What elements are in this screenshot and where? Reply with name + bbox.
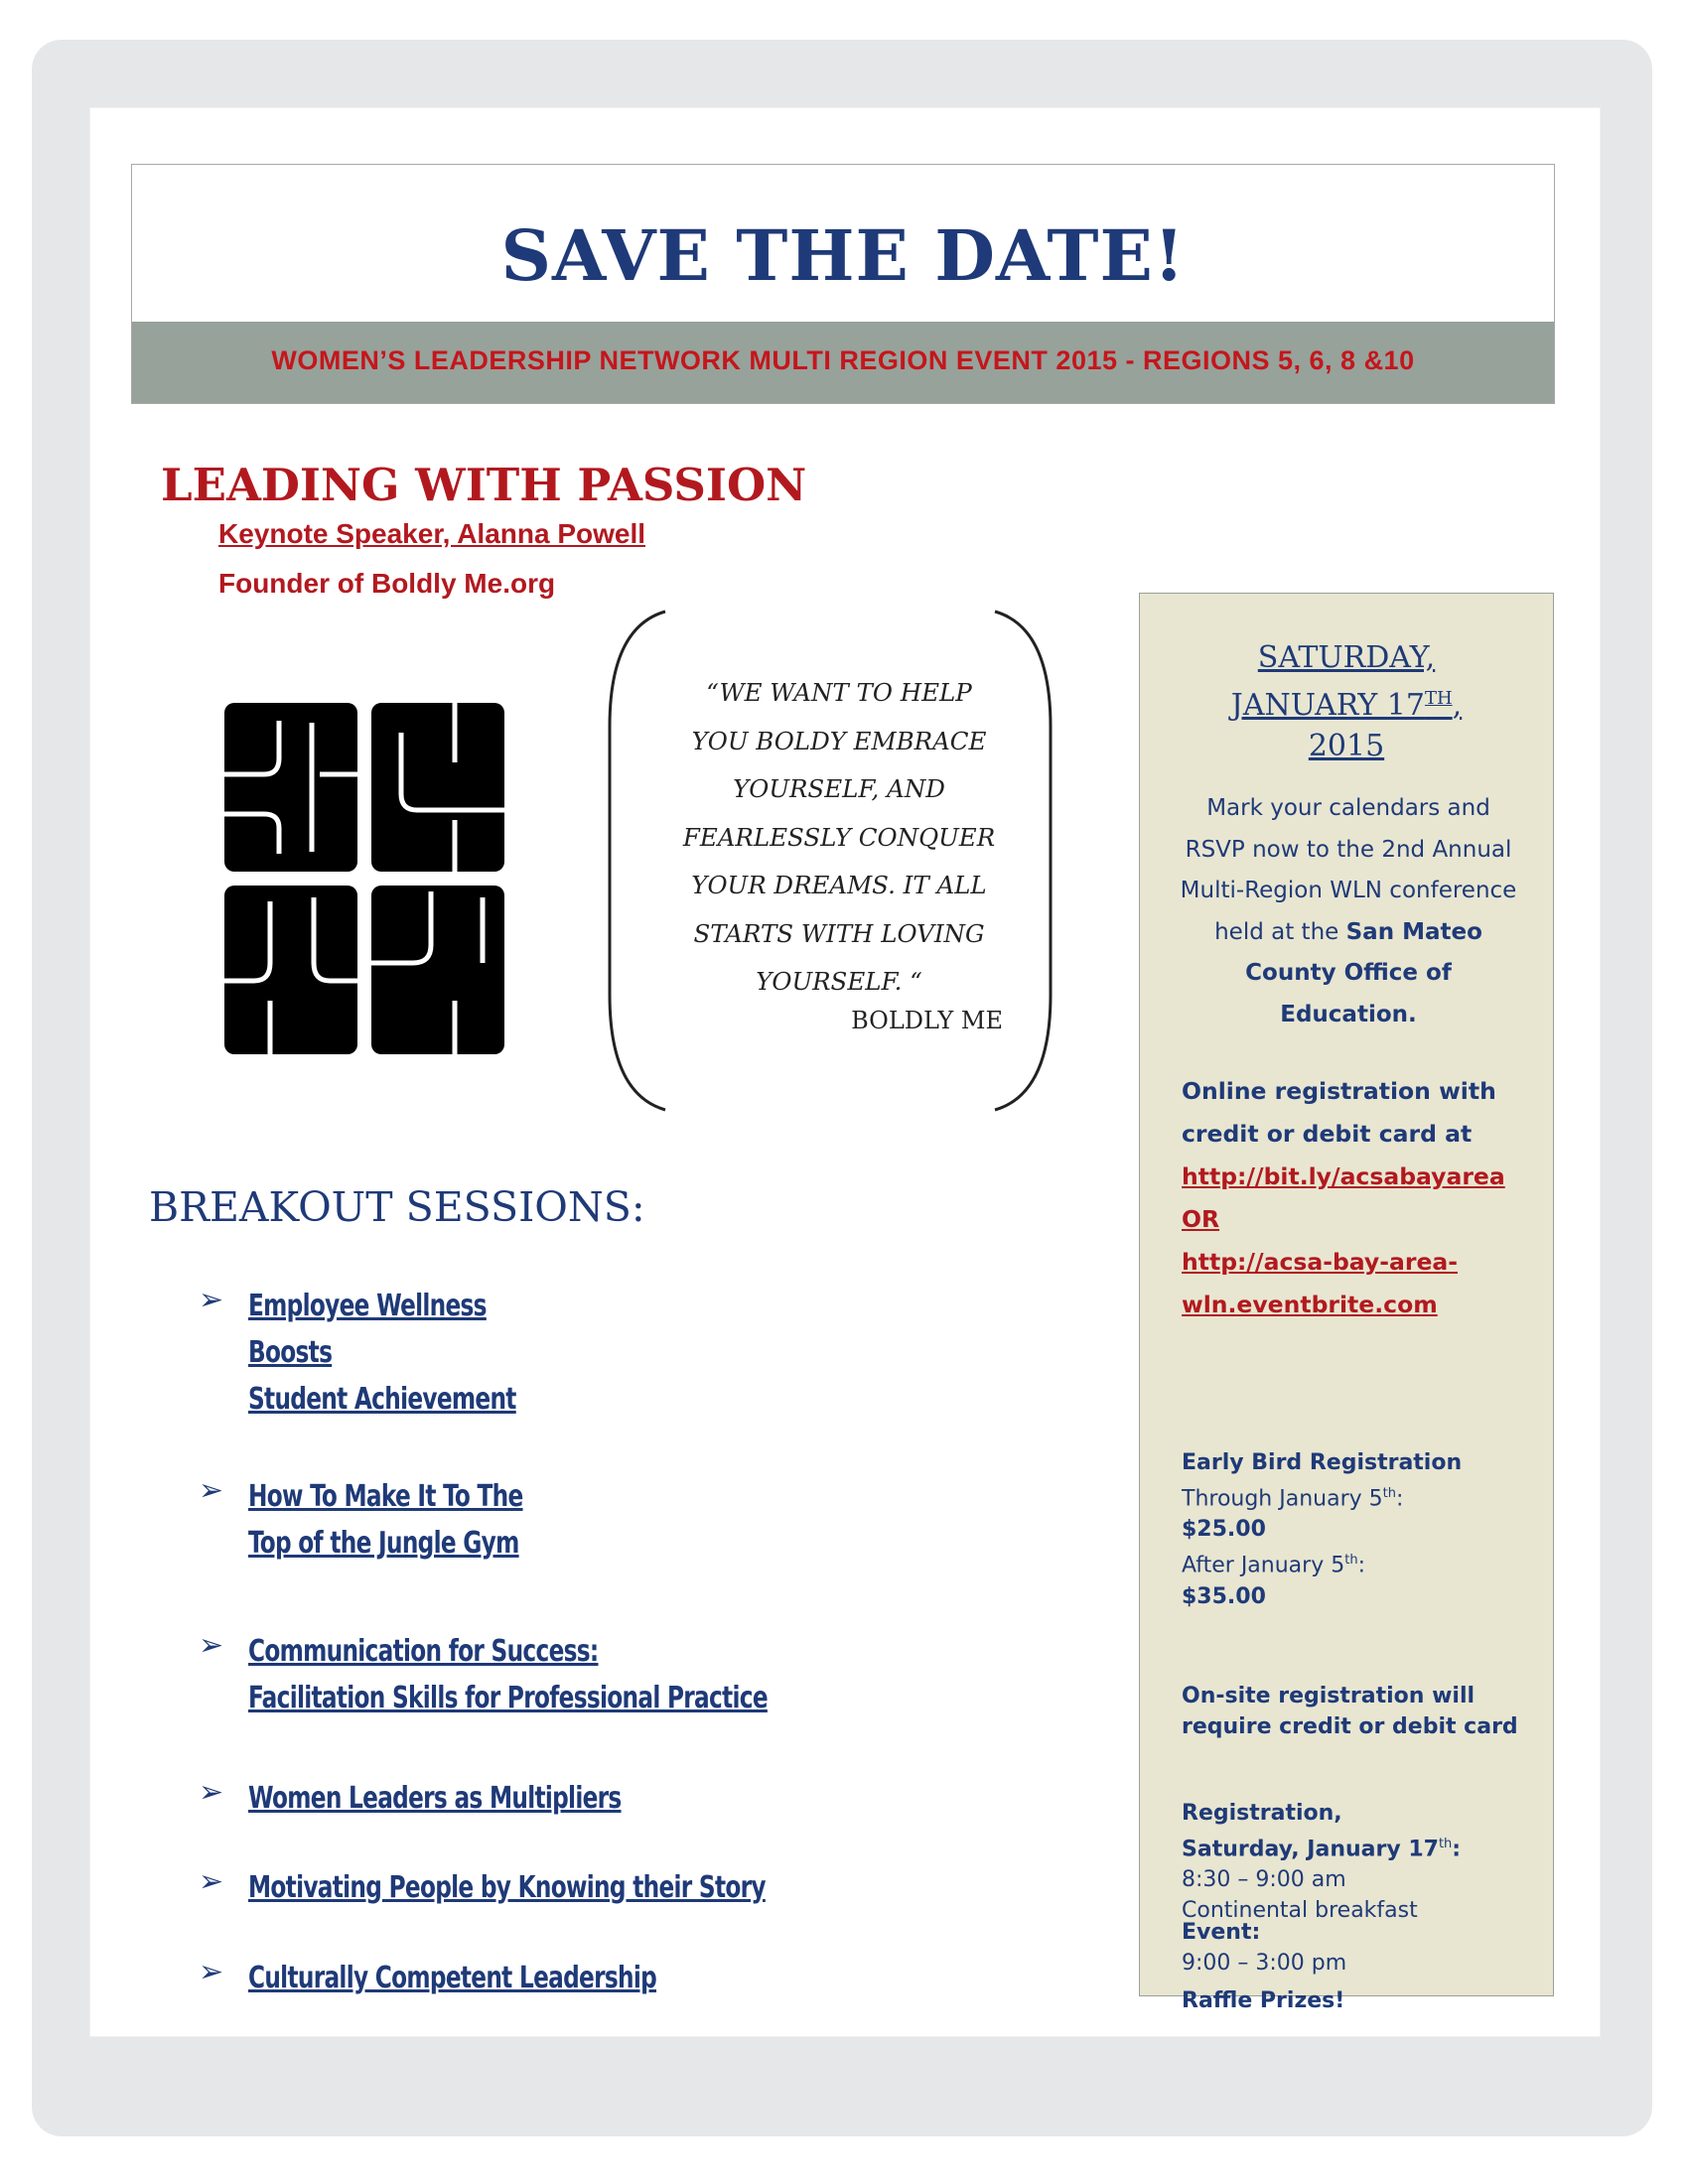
page-title: SAVE THE DATE! xyxy=(500,214,1186,297)
event-date-comma: , xyxy=(1452,688,1463,723)
raffle-block xyxy=(1182,1985,1529,2016)
arrow-bullet-icon: ➢ xyxy=(199,1283,224,1317)
keynote-speaker: Keynote Speaker, Alanna Powell xyxy=(218,518,646,549)
after-price: $35.00 xyxy=(1182,1583,1266,1609)
quote-text: “WE WANT TO HELP YOU BOLDY EMBRACE YOURSELF, AND FEARLESSLY CONQUER YOUR DREAMS. IT ALL STARTS WITH LOVING YOURSELF. “ xyxy=(682,678,996,996)
quote-box xyxy=(606,608,1055,1114)
event-date-weekday: SATURDAY, xyxy=(1257,640,1436,675)
breakout-title: BREAKOUT SESSIONS: xyxy=(149,1183,645,1231)
registration-colon: : xyxy=(1452,1837,1462,1862)
registration-time: 8:30 – 9:00 am xyxy=(1182,1867,1346,1893)
session-title[interactable]: How To Make It To The Top of the Jungle Gym xyxy=(248,1479,523,1561)
event-time: 9:00 – 3:00 pm xyxy=(1182,1951,1347,1976)
link-separator-or: OR xyxy=(1182,1205,1220,1233)
early-bird-label: Early Bird Registration xyxy=(1182,1450,1463,1475)
through-colon: : xyxy=(1395,1486,1404,1512)
venue-name: San Mateo County Office of Education. xyxy=(1245,918,1482,1027)
after-sup: th xyxy=(1344,1553,1358,1569)
acsa-logo-icon xyxy=(224,703,506,1056)
session-title[interactable]: Culturally Competent Leadership xyxy=(248,1961,657,1995)
registration-link-bitly[interactable]: http://bit.ly/acsabayarea xyxy=(1182,1162,1505,1190)
header-banner xyxy=(132,322,1554,403)
event-date-month-text: JANUARY 17 xyxy=(1230,688,1425,723)
header-box xyxy=(131,164,1555,404)
registration-day-line xyxy=(1182,1829,1529,1864)
intro-body: Mark your calendars and RSVP now to the 2nd Annual Multi-Region WLN conference held at the xyxy=(1180,795,1517,945)
session-title[interactable]: Women Leaders as Multipliers xyxy=(248,1781,622,1816)
session-title[interactable]: Motivating People by Knowing their Story xyxy=(248,1870,766,1905)
event-date-suffix: TH xyxy=(1424,688,1453,709)
pricing-block xyxy=(1182,1447,1529,1612)
registration-link-eventbrite[interactable]: http://acsa-bay-area-wln.eventbrite.com xyxy=(1182,1248,1458,1318)
online-registration-label: Online registration with credit or debit card at xyxy=(1182,1077,1496,1148)
registration-label: Registration, xyxy=(1182,1801,1342,1826)
event-subtitle: WOMEN’S LEADERSHIP NETWORK MULTI REGION EVENT 2015 - REGIONS 5, 6, 8 &10 xyxy=(271,345,1415,375)
quote-attribution: BOLDLY ME xyxy=(851,1007,1003,1034)
registration-day: Saturday, January 17 xyxy=(1182,1837,1439,1862)
online-registration xyxy=(1182,1070,1529,1326)
through-sup: th xyxy=(1382,1486,1396,1501)
arrow-bullet-icon: ➢ xyxy=(199,1864,224,1899)
event-label: Event: xyxy=(1182,1920,1261,1945)
event-date-year: 2015 xyxy=(1308,729,1385,763)
through-label: Through January 5 xyxy=(1182,1486,1383,1512)
arrow-bullet-icon: ➢ xyxy=(199,1775,224,1810)
registration-sup: th xyxy=(1438,1837,1453,1851)
event-details-sidebar xyxy=(1139,593,1554,2013)
after-label: After January 5 xyxy=(1182,1553,1345,1578)
session-title[interactable]: Communication for Success: Facilitation Skills for Professional Practice xyxy=(248,1634,768,1715)
session-title[interactable]: Employee Wellness Boosts Student Achievement xyxy=(248,1289,516,1417)
after-line xyxy=(1182,1545,1529,1580)
schedule-block xyxy=(1182,1798,1529,1926)
arrow-bullet-icon: ➢ xyxy=(199,1955,224,1989)
arrow-bullet-icon: ➢ xyxy=(199,1628,224,1663)
arrow-bullet-icon: ➢ xyxy=(199,1473,224,1508)
event-time-block xyxy=(1182,1917,1529,1979)
event-date xyxy=(1140,637,1553,766)
raffle-note: Raffle Prizes! xyxy=(1182,1988,1345,2013)
through-line xyxy=(1182,1478,1529,1514)
speaker-affiliation: Founder of Boldly Me.org xyxy=(218,568,556,599)
intro-text xyxy=(1180,788,1517,1035)
onsite-block xyxy=(1182,1681,1529,1742)
breakfast-note: Continental breakfast xyxy=(1182,1898,1418,1924)
after-colon: : xyxy=(1357,1553,1365,1578)
event-theme-title: LEADING WITH PASSION xyxy=(161,459,807,511)
early-price: $25.00 xyxy=(1182,1517,1266,1543)
event-date-month xyxy=(1140,678,1553,726)
onsite-note: On-site registration will require credit or debit card xyxy=(1182,1684,1518,1739)
